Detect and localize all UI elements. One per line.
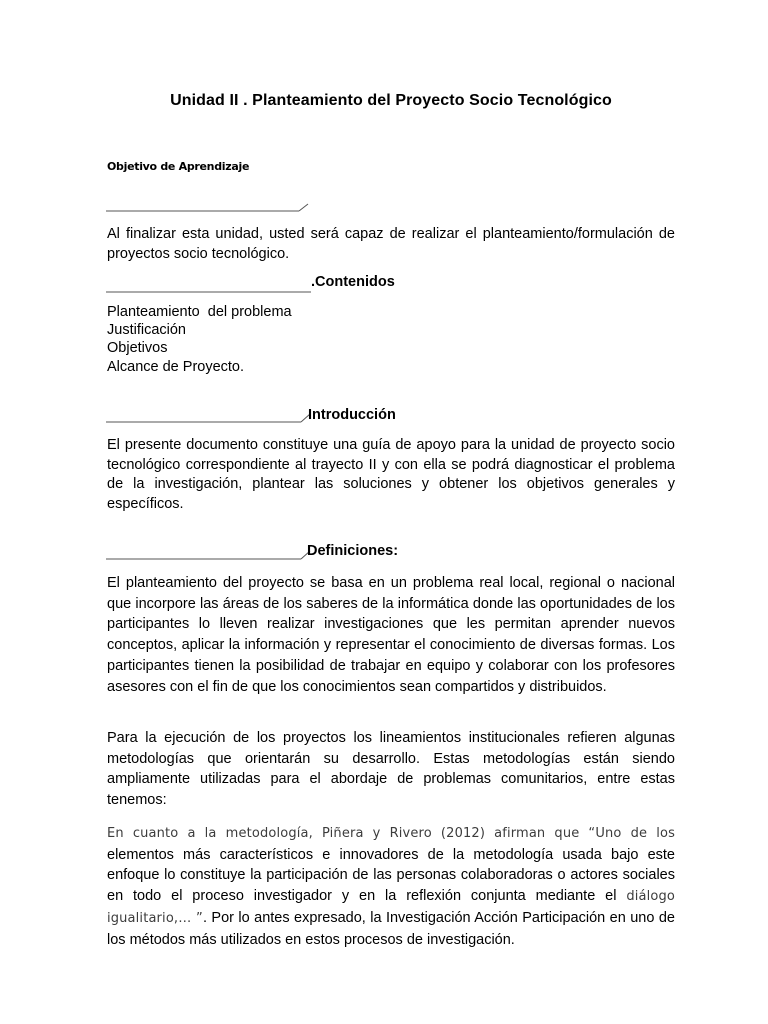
- list-item: Justificación: [107, 322, 186, 339]
- section-rule: [105, 201, 309, 213]
- paragraph-middle: elementos más característicos e innovadores de la metodología usada bajo este enfoque lo constituye la participación de las personas colaboradoras o actores sociales en todo el proceso investigador y en la reflexión conjunta mediante el: [107, 846, 675, 905]
- intro-text: El presente documento constituye una guía de apoyo para la unidad de proyecto socio tecnológico correspondiente al trayecto II y con ella se podrá diagnosticar el problema de la investigación, plantear las soluciones y obtener los objetivos generales y específicos.: [107, 437, 675, 512]
- contents-list: [107, 303, 292, 376]
- list-item: Alcance de Proyecto.: [107, 358, 245, 375]
- definitions-paragraph-3: [107, 823, 675, 950]
- quote-end: diálogo igualitario,… ”: [107, 889, 675, 926]
- section-rule: [105, 282, 313, 294]
- definitions-paragraph-1: El planteamiento del proyecto se basa en un problema real local, regional o nacional que incorpore las áreas de los saberes de la informática donde las oportunidades de los participantes lo lleven realizar investigaciones que les permitan aprender nuevos conceptos, aplicar la información y representar el conocimiento de diversas formas. Los participantes tienen la posibilidad de trabajar en equipo y colaborar con los profesores asesores con el fin de que los conocimientos sean compartidos y distribuidos.: [107, 575, 675, 695]
- section-rule: [105, 412, 311, 424]
- paragraph-tail: . Por lo antes expresado, la Investigación Acción Participación en uno de los métodos más utilizados en estos procesos de investigación.: [107, 909, 675, 948]
- section-rule: [105, 549, 311, 561]
- list-item: Objetivos: [107, 340, 168, 357]
- quote-start: En cuanto a la metodología, Piñera y Rivero (2012) afirman que “Uno de los: [107, 826, 675, 841]
- objective-label: Objetivo de Aprendizaje: [107, 160, 250, 173]
- objective-text: Al finalizar esta unidad, usted será capaz de realizar el planteamiento/formulación de proyectos socio tecnológico.: [107, 226, 675, 262]
- list-item: Planteamiento del problema: [107, 304, 292, 320]
- definitions-paragraph-2: Para la ejecución de los proyectos los lineamientos institucionales refieren algunas metodologías que orientarán su desarrollo. Estas metodologías están siendo ampliamente utilizadas para el abordaje de problemas comunitarios, entre estas tenemos:: [107, 730, 675, 809]
- intro-heading: Introducción: [308, 407, 396, 423]
- definitions-heading: Definiciones:: [307, 543, 399, 559]
- document-title: Unidad II . Planteamiento del Proyecto Socio Tecnológico: [170, 92, 612, 109]
- contents-heading: .Contenidos: [311, 274, 395, 290]
